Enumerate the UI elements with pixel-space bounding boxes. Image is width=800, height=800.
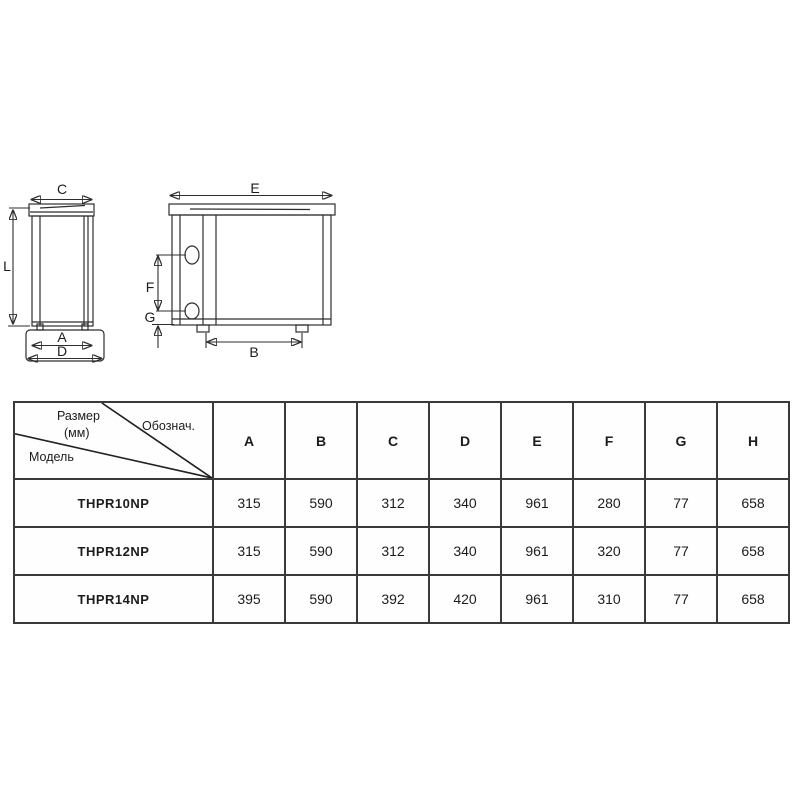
table-row bbox=[14, 575, 789, 623]
dimensions-table bbox=[13, 401, 790, 624]
value-cell: 77 bbox=[645, 479, 717, 527]
value-cell: 961 bbox=[501, 479, 573, 527]
table-row bbox=[14, 527, 789, 575]
front-cap-detail-line bbox=[190, 209, 310, 210]
value-cell: 340 bbox=[429, 479, 501, 527]
upper-port-circle bbox=[185, 246, 199, 264]
value-cell: 395 bbox=[213, 575, 285, 623]
corner-size-unit-label: (мм) bbox=[64, 426, 90, 440]
value-cell: 658 bbox=[717, 527, 789, 575]
side-clip-right bbox=[82, 324, 88, 330]
dimension-label-f: F bbox=[145, 279, 155, 295]
corner-size-label: Размер bbox=[57, 409, 100, 423]
value-cell: 77 bbox=[645, 575, 717, 623]
value-cell: 590 bbox=[285, 575, 357, 623]
value-cell: 961 bbox=[501, 527, 573, 575]
dimension-label-c: C bbox=[56, 181, 68, 197]
value-cell: 312 bbox=[357, 479, 429, 527]
corner-diagonal-lines bbox=[15, 403, 212, 478]
lower-port-circle bbox=[185, 303, 199, 319]
column-header-h: H bbox=[717, 402, 789, 479]
dimension-label-e: E bbox=[250, 180, 260, 196]
value-cell: 315 bbox=[213, 527, 285, 575]
value-cell: 590 bbox=[285, 479, 357, 527]
column-header-c: C bbox=[357, 402, 429, 479]
dimension-label-l: L bbox=[3, 258, 11, 274]
column-header-e: E bbox=[501, 402, 573, 479]
value-cell: 310 bbox=[573, 575, 645, 623]
model-name-cell: THPR14NP bbox=[14, 575, 213, 623]
side-cap-detail-line bbox=[40, 206, 85, 209]
model-name-cell: THPR12NP bbox=[14, 527, 213, 575]
value-cell: 77 bbox=[645, 527, 717, 575]
corner-header-content bbox=[15, 403, 212, 478]
value-cell: 315 bbox=[213, 479, 285, 527]
value-cell: 280 bbox=[573, 479, 645, 527]
column-header-a: A bbox=[213, 402, 285, 479]
column-header-f: F bbox=[573, 402, 645, 479]
table-header-row bbox=[14, 402, 789, 479]
value-cell: 420 bbox=[429, 575, 501, 623]
column-header-g: G bbox=[645, 402, 717, 479]
value-cell: 320 bbox=[573, 527, 645, 575]
value-cell: 312 bbox=[357, 527, 429, 575]
value-cell: 340 bbox=[429, 527, 501, 575]
front-foot-left bbox=[197, 325, 209, 332]
dimension-label-d: D bbox=[56, 343, 68, 359]
dimension-label-a: A bbox=[57, 329, 67, 345]
column-header-d: D bbox=[429, 402, 501, 479]
front-body bbox=[172, 215, 331, 325]
corner-model-label: Модель bbox=[29, 450, 74, 464]
dimension-label-g: G bbox=[144, 309, 156, 325]
corner-designation-label: Обознач. bbox=[142, 419, 195, 433]
side-view-drawing bbox=[3, 181, 104, 361]
front-view-drawing bbox=[145, 180, 335, 360]
model-name-cell: THPR10NP bbox=[14, 479, 213, 527]
value-cell: 658 bbox=[717, 479, 789, 527]
front-foot-right bbox=[296, 325, 308, 332]
value-cell: 392 bbox=[357, 575, 429, 623]
value-cell: 590 bbox=[285, 527, 357, 575]
value-cell: 658 bbox=[717, 575, 789, 623]
dimension-label-b: B bbox=[249, 344, 259, 360]
value-cell: 961 bbox=[501, 575, 573, 623]
table-row bbox=[14, 479, 789, 527]
column-header-b: B bbox=[285, 402, 357, 479]
corner-header-cell bbox=[14, 402, 213, 479]
